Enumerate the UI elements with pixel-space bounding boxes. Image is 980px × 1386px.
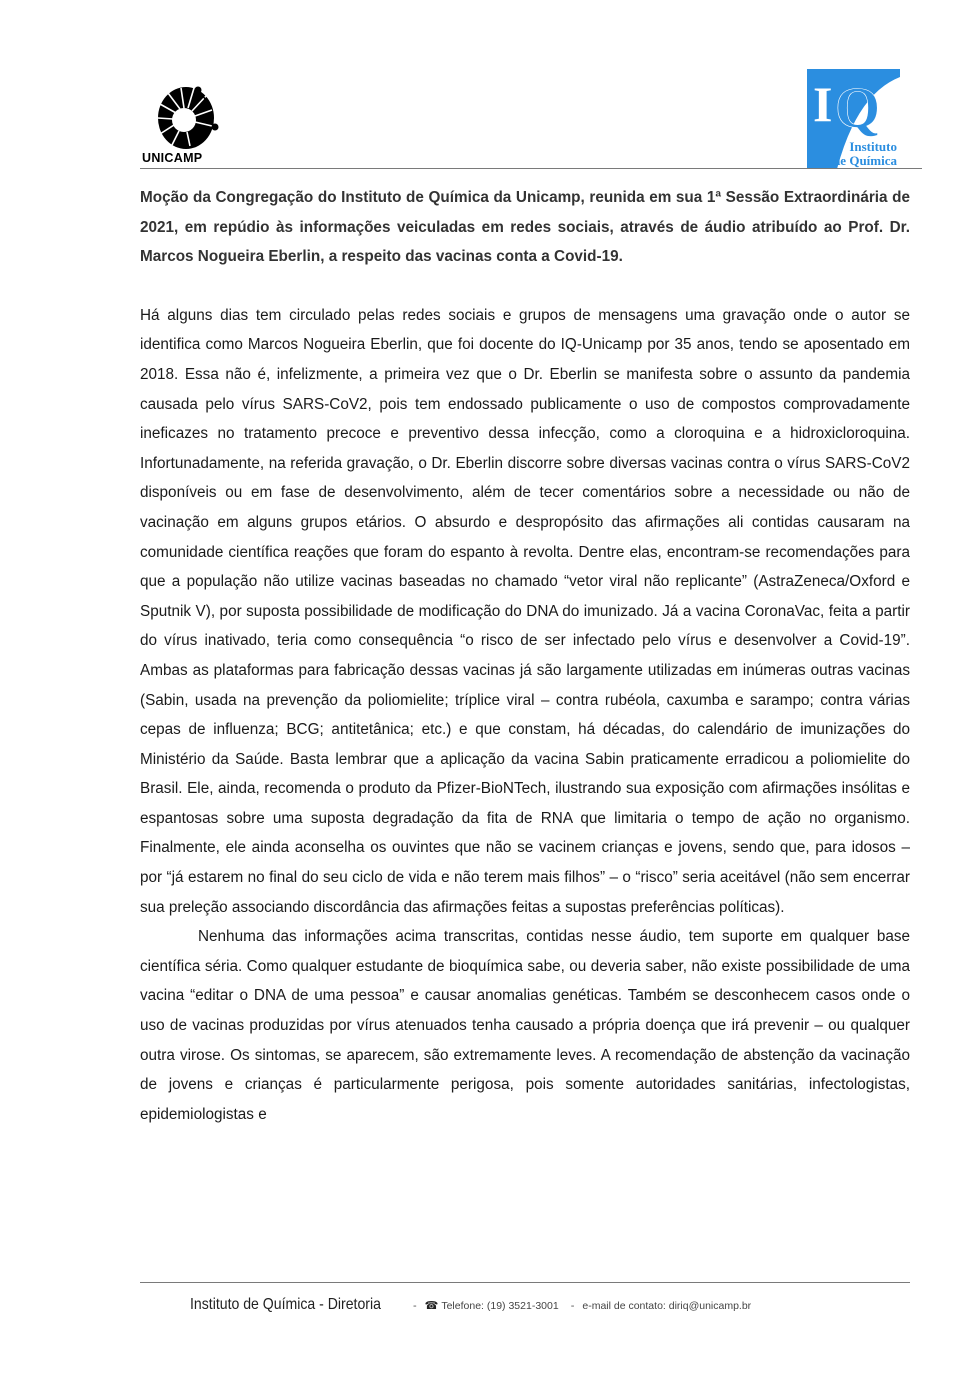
svg-text:Instituto: Instituto — [849, 139, 897, 154]
telephone-icon: ☎ — [424, 1300, 439, 1312]
iq-logo-icon — [807, 69, 900, 169]
svg-text:de Química: de Química — [833, 153, 897, 168]
document-body — [140, 183, 910, 1129]
footer-divider — [140, 1282, 910, 1283]
header-divider — [140, 168, 922, 169]
paragraph-1: Há alguns dias tem circulado pelas redes sociais e grupos de mensagens uma gravação onde o autor se identifica como Marcos Nogueira Eberlin, que foi docente do IQ-Unicamp por 35 anos, tendo se aposentado em 2018. Essa não é, infelizmente, a primeira vez que o Dr. Eberlin se manifesta sobre o assunto da pandemia causada pelo vírus SARS-CoV2, pois tem endossado publicamente o uso de compostos comprovadamente ineficazes no tratamento precoce e preventivo dessa infecção, como a cloroquina e a hidroxicloroquina. Infortunadamente, na referida gravação, o Dr. Eberlin discorre sobre diversas vacinas contra o vírus SARS-CoV2 disponíveis ou em fase de desenvolvimento, além de tecer comentários sobre a necessidade ou não de vacinação em alguns grupos etários. O absurdo e despropósito das afirmações ali contidas causaram na comunidade científica reações que foram do espanto à revolta. Dentre elas, encontram-se recomendações para que a população não utilize vacinas baseadas no chamado “vetor viral não replicante” (AstraZeneca/Oxford e Sputnik V), por suposta possibilidade de modificação do DNA do imunizado. Já a vacina CoronaVac, feita a partir do vírus inativado, teria como consequência “o risco de ser infectado pelo vírus e desenvolver a Covid-19”. Ambas as plataformas para fabricação dessas vacinas já são largamente utilizadas em inúmeras outras vacinas (Sabin, usada na prevenção da poliomielite; tríplice viral – contra rubéola, caxumba e sarampo; contra várias cepas de influenza; BCG; antitetânica; etc.) e que constam, há décadas, do calendário de imunizações do Ministério da Saúde. Basta lembrar que a aplicação da vacina Sabin praticamente erradicou a poliomielite do Brasil. Ele, ainda, recomenda o produto da Pfizer-BioNTech, ilustrando sua exposição com afirmações insólitas e espantosas sobre uma suposta degradação da fita de RNA que limitaria o tempo de ação no organismo. Finalmente, ele ainda aconselha os ouvintes que não se vacinem crianças e jovens, sendo que, para idosos – por “já estarem no final do seu ciclo de vida e não terem mais filhos” – o “risco” seria aceitável (não sem encerrar sua preleção associando discordância das afirmações feitas a supostas preferências políticas). — [140, 306, 910, 916]
footer-phone: Telefone: (19) 3521-3001 — [441, 1300, 559, 1312]
footer-separator: - — [570, 1300, 575, 1312]
footer-email: e-mail de contato: diriq@unicamp.br — [582, 1300, 752, 1312]
paragraph-2: Nenhuma das informações acima transcritas, contidas nesse áudio, tem suporte em qualquer base científica séria. Como qualquer estudante de bioquímica sabe, ou deveria saber, não existe possibilidade de uma vacina “editar o DNA de uma pessoa” e causar anomalias genéticas. Também se desconhecem casos onde o uso de vacinas produzidas por vírus atenuados tenha causado a própria doença que irá prevenir – ou qualquer outra virose. Os sintomas, se aparecem, são extremamente leves. A recomendação de abstenção da vacinação de jovens e crianças é particularmente perigosa, pois somente autoridades sanitárias, infectologistas, epidemiologistas e — [140, 928, 910, 1123]
footer-separator: - — [412, 1300, 417, 1312]
svg-text:Q: Q — [835, 75, 881, 140]
letterhead — [140, 60, 922, 172]
svg-text:I: I — [813, 76, 833, 132]
document-title: Moção da Congregação do Instituto de Química da Unicamp, reunida em sua 1ª Sessão Extraordinária de 2021, em repúdio às informações veiculadas em redes sociais, através de áudio atribuído ao Prof. Dr. Marcos Nogueira Eberlin, a respeito das vacinas conta a Covid-19. — [140, 189, 910, 266]
footer-organization: Instituto de Química - Diretoria — [190, 1296, 381, 1313]
footer — [190, 1296, 751, 1314]
unicamp-logo-text: UNICAMP — [142, 151, 203, 165]
